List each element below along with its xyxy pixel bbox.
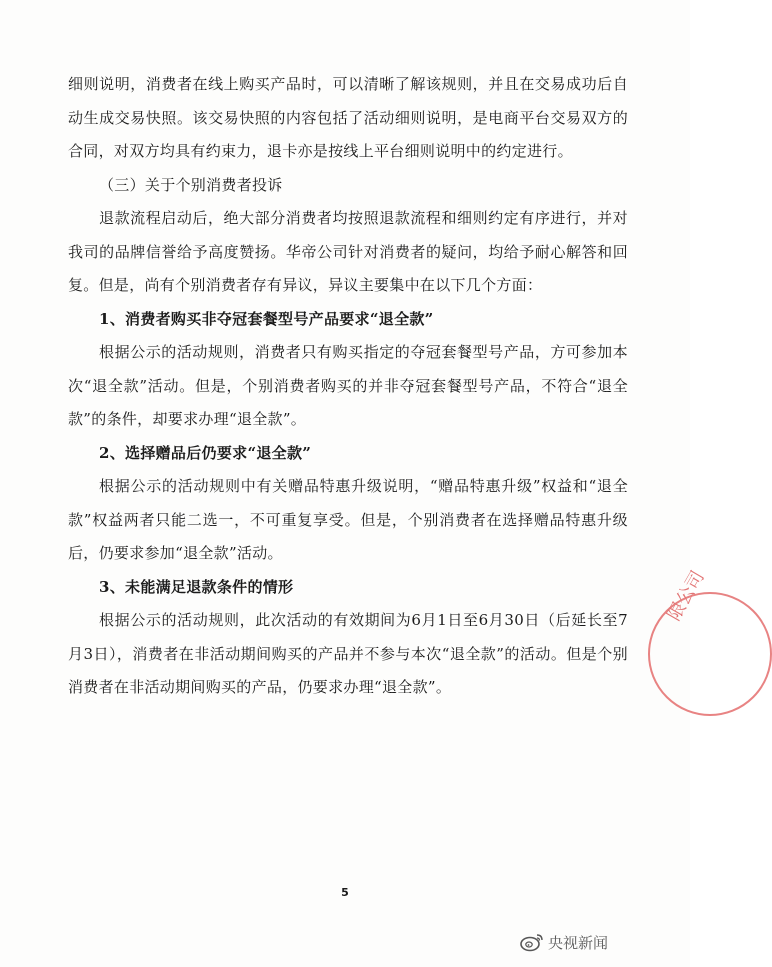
paragraph-2: 退款流程启动后，绝大部分消费者均按照退款流程和细则约定有序进行，并对我司的品牌信誉给予高度赞扬。华帝公司针对消费者的疑问，均给予耐心解答和回复。但是，尚有个别消费者存有异议，异议主要集中在以下几个方面： <box>68 209 628 294</box>
paragraph-5: 根据公示的活动规则，此次活动的有效期间为6月1日至6月30日（后延长至7月3日），消费者在非活动期间购买的产品并不参与本次“退全款”的活动。但是个别消费者在非活动期间购买的产品，仍要求办理“退全款”。 <box>68 611 628 696</box>
seal-text: 限公司 <box>663 567 709 625</box>
paragraph-3: 根据公示的活动规则，消费者只有购买指定的夺冠套餐型号产品，方可参加本次“退全款”活动。但是，个别消费者购买的并非夺冠套餐型号产品，不符合“退全款”的条件，却要求办理“退全款”。 <box>68 343 628 428</box>
subheading-1: 1、消费者购买非夺冠套餐型号产品要求“退全款” <box>99 309 434 328</box>
company-seal <box>648 567 772 716</box>
page-number: 5 <box>341 886 349 899</box>
document-body <box>68 68 628 705</box>
subheading-2: 2、选择赠品后仍要求“退全款” <box>99 443 312 462</box>
paragraph-4: 根据公示的活动规则中有关赠品特惠升级说明，“赠品特惠升级”权益和“退全款”权益两者只能二选一，不可重复享受。但是，个别消费者在选择赠品特惠升级后，仍要求参加“退全款”活动。 <box>68 477 628 562</box>
watermark-text: 央视新闻 <box>548 933 609 952</box>
watermark <box>520 930 608 954</box>
section-heading-3: （三）关于个别消费者投诉 <box>99 175 283 194</box>
paragraph-1: 细则说明，消费者在线上购买产品时，可以清晰了解该规则，并且在交易成功后自动生成交易快照。该交易快照的内容包括了活动细则说明，是电商平台交易双方的合同，对双方均具有约束力，退卡亦是按线上平台细则说明中的约定进行。 <box>68 75 628 160</box>
subheading-3: 3、未能满足退款条件的情形 <box>99 577 294 596</box>
weibo-icon <box>520 932 544 952</box>
